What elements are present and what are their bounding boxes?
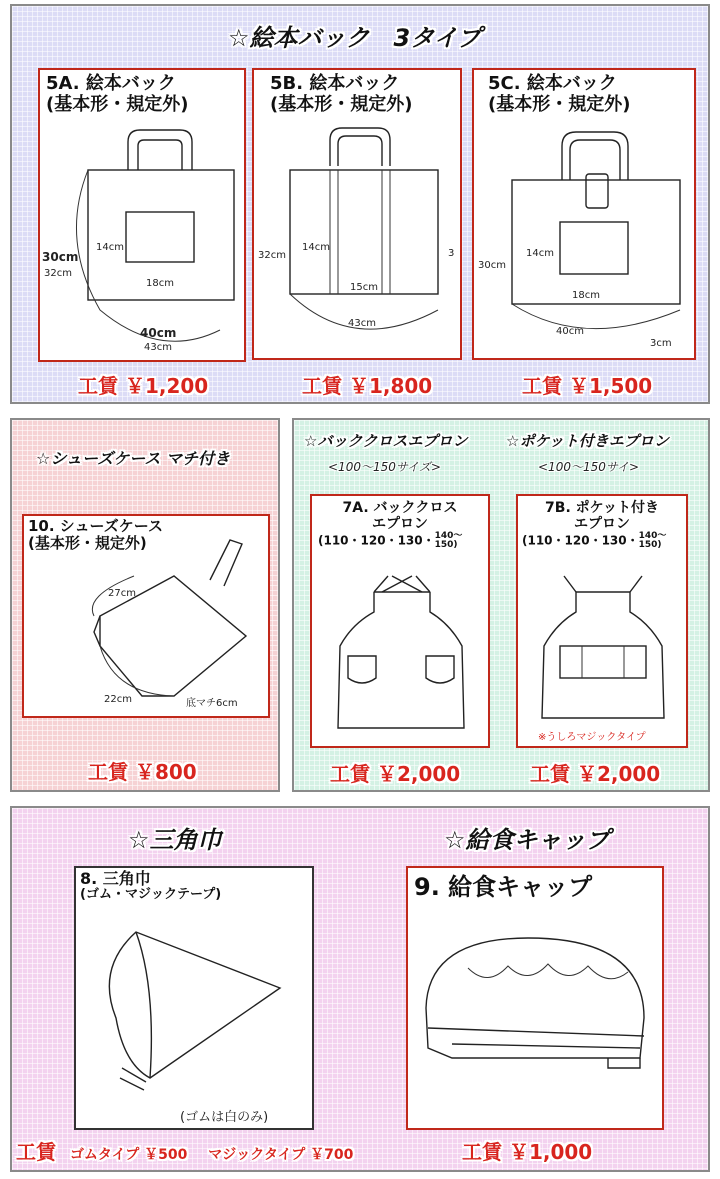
card-7b[interactable] bbox=[516, 494, 688, 748]
dim-5b-width: 43cm bbox=[348, 318, 376, 329]
dim-5c-width: 40cm bbox=[556, 326, 584, 337]
card-5a-subtitle: (基本形・規定外) bbox=[46, 93, 189, 115]
price-8-gomu: ゴムタイプ ￥500 bbox=[69, 1147, 188, 1163]
dim-shoe-width: 22cm bbox=[104, 694, 132, 705]
cap-drawing bbox=[408, 868, 666, 1132]
card-7b-size-sub: 150) bbox=[638, 540, 662, 551]
price-7b: 工賃 ￥2,000 bbox=[530, 762, 661, 786]
price-5c: 工賃 ￥1,500 bbox=[522, 374, 653, 398]
card-7a-subtitle: エプロン bbox=[372, 516, 428, 533]
card-9[interactable] bbox=[406, 866, 664, 1130]
card-5c-title: 5C. 絵本バック bbox=[488, 73, 617, 94]
dim-5a-height-bold: 30cm bbox=[42, 250, 79, 264]
card-8-subtitle: (ゴム・マジックテープ) bbox=[80, 887, 222, 903]
card-5b[interactable] bbox=[252, 68, 462, 360]
dim-5a-height: 32cm bbox=[44, 268, 72, 279]
card-5b-title: 5B. 絵本バック bbox=[270, 73, 400, 94]
apron-heading-left: ☆バッククロスエプロン bbox=[304, 432, 468, 450]
card-7a-size-sub: 150) bbox=[434, 540, 458, 551]
bag-5a-drawing bbox=[40, 70, 248, 364]
price-10: 工賃 ￥800 bbox=[88, 760, 197, 784]
card-10[interactable] bbox=[22, 514, 270, 718]
apron-7b-drawing bbox=[518, 496, 690, 750]
price-7a: 工賃 ￥2,000 bbox=[330, 762, 461, 786]
card-8[interactable] bbox=[74, 866, 314, 1130]
price-9: 工賃 ￥1,000 bbox=[462, 1140, 593, 1164]
card-8-title: 8. 三角巾 bbox=[80, 869, 151, 888]
dim-5c-height: 30cm bbox=[478, 260, 506, 271]
card-5c-subtitle: (基本形・規定外) bbox=[488, 93, 631, 115]
shoe-case-section bbox=[10, 418, 280, 792]
sankaku-drawing bbox=[76, 868, 316, 1132]
dim-shoe-length: 27cm bbox=[108, 588, 136, 599]
dim-shoe-gusset: 底マチ6cm bbox=[186, 698, 238, 709]
ehon-bag-section bbox=[10, 4, 710, 404]
card-7a-title: 7A. バッククロス bbox=[342, 500, 458, 516]
apron-section bbox=[292, 418, 710, 792]
apron-heading-right: ☆ポケット付きエプロン bbox=[506, 432, 669, 450]
price-8-magic: マジックタイプ ￥700 bbox=[208, 1147, 354, 1163]
card-7b-title: 7B. ポケット付き bbox=[545, 500, 659, 516]
dim-5a-width: 43cm bbox=[144, 342, 172, 353]
dim-5b-height: 32cm bbox=[258, 250, 286, 261]
dim-5a-width-bold: 40cm bbox=[140, 326, 177, 340]
card-10-title: 10. シューズケース bbox=[28, 517, 163, 535]
card-7b-subtitle: エプロン bbox=[574, 516, 630, 533]
dim-5b-pocket-h: 14cm bbox=[302, 242, 330, 253]
card-7a-size-sup: 140〜 bbox=[434, 531, 463, 542]
card-7b-sizes: (110・120・130・ bbox=[522, 533, 639, 548]
sankaku-cap-section bbox=[10, 806, 710, 1172]
price-8 bbox=[16, 1136, 353, 1165]
apron-size-left: <100〜150サイズ> bbox=[328, 460, 441, 474]
dim-5c-gusset: 3cm bbox=[650, 338, 672, 349]
sankaku-heading: ☆三角巾 bbox=[128, 826, 222, 854]
card-7a[interactable] bbox=[310, 494, 490, 748]
shoe-case-heading: ☆シューズケース マチ付き bbox=[36, 449, 230, 468]
card-5a[interactable] bbox=[38, 68, 246, 362]
apron-size-right: <100〜150サイ> bbox=[538, 460, 640, 474]
bag-5c-drawing bbox=[474, 70, 698, 362]
dim-5b-right: 3 bbox=[448, 248, 455, 259]
apron-7a-drawing bbox=[312, 496, 492, 750]
card-7a-sizes: (110・120・130・ bbox=[318, 533, 435, 548]
card-5c[interactable] bbox=[472, 68, 696, 360]
card-9-title: 9. 給食キャップ bbox=[414, 873, 593, 901]
card-5a-title: 5A. 絵本バック bbox=[46, 73, 176, 94]
dim-5c-pocket-h: 14cm bbox=[526, 248, 554, 259]
dim-5c-pocket-w: 18cm bbox=[572, 290, 600, 301]
note-7b: ※うしろマジックタイプ bbox=[538, 732, 646, 743]
cap-heading: ☆給食キャップ bbox=[444, 826, 610, 854]
price-5b: 工賃 ￥1,800 bbox=[302, 374, 433, 398]
card-7b-size-sup: 140〜 bbox=[638, 531, 667, 542]
shoe-case-drawing bbox=[24, 516, 272, 720]
ehon-bag-heading: ☆絵本バック 3タイプ bbox=[228, 24, 482, 52]
price-8-label: 工賃 bbox=[16, 1140, 56, 1164]
dim-5a-pocket-h: 14cm bbox=[96, 242, 124, 253]
dim-5a-pocket-w: 18cm bbox=[146, 278, 174, 289]
card-5b-subtitle: (基本形・規定外) bbox=[270, 93, 413, 115]
price-5a: 工賃 ￥1,200 bbox=[78, 374, 209, 398]
dim-5b-pocket-w: 15cm bbox=[350, 282, 378, 293]
note-8: (ゴムは白のみ) bbox=[180, 1110, 269, 1125]
card-10-subtitle: (基本形・規定外) bbox=[28, 534, 147, 553]
